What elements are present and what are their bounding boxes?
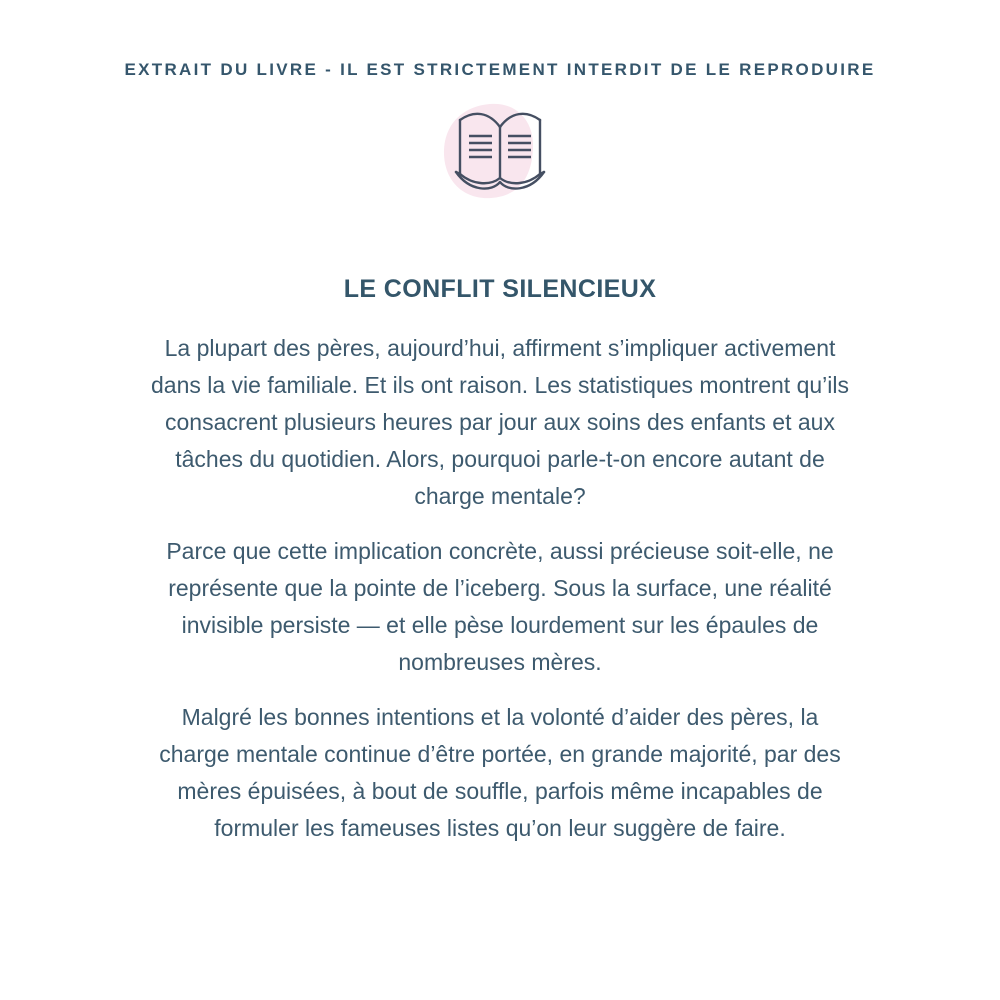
text-line: charge mentale continue d’être portée, en grande majorité, par des bbox=[159, 741, 841, 767]
text-line: invisible persiste — et elle pèse lourdement sur les épaules de bbox=[181, 612, 819, 638]
text-line: Parce que cette implication concrète, aussi précieuse soit-elle, ne bbox=[166, 538, 834, 564]
text-line: représente que la pointe de l’iceberg. Sous la surface, une réalité bbox=[168, 575, 832, 601]
text-line: tâches du quotidien. Alors, pourquoi parle-t-on encore autant de bbox=[175, 446, 825, 472]
paragraph bbox=[0, 699, 1000, 847]
text-line: dans la vie familiale. Et ils ont raison. Les statistiques montrent qu’ils bbox=[151, 372, 849, 398]
text-line: La plupart des pères, aujourd’hui, affirment s’impliquer activement bbox=[164, 335, 836, 361]
open-book-icon bbox=[430, 100, 570, 205]
article-title: LE CONFLIT SILENCIEUX bbox=[343, 275, 657, 303]
copyright-notice: EXTRAIT DU LIVRE - IL EST STRICTEMENT INTERDIT DE LE REPRODUIRE bbox=[124, 60, 876, 79]
text-line: charge mentale? bbox=[414, 483, 586, 509]
paragraph bbox=[0, 533, 1000, 681]
text-line: Malgré les bonnes intentions et la volonté d’aider des pères, la bbox=[181, 704, 819, 730]
text-line: formuler les fameuses listes qu’on leur suggère de faire. bbox=[214, 815, 786, 841]
text-line: nombreuses mères. bbox=[398, 649, 602, 675]
text-line: mères épuisées, à bout de souffle, parfois même incapables de bbox=[177, 778, 823, 804]
paragraph bbox=[0, 330, 1000, 515]
open-book-icon-svg bbox=[430, 100, 570, 205]
text-line: consacrent plusieurs heures par jour aux soins des enfants et aux bbox=[165, 409, 835, 435]
article-body bbox=[0, 330, 1000, 847]
